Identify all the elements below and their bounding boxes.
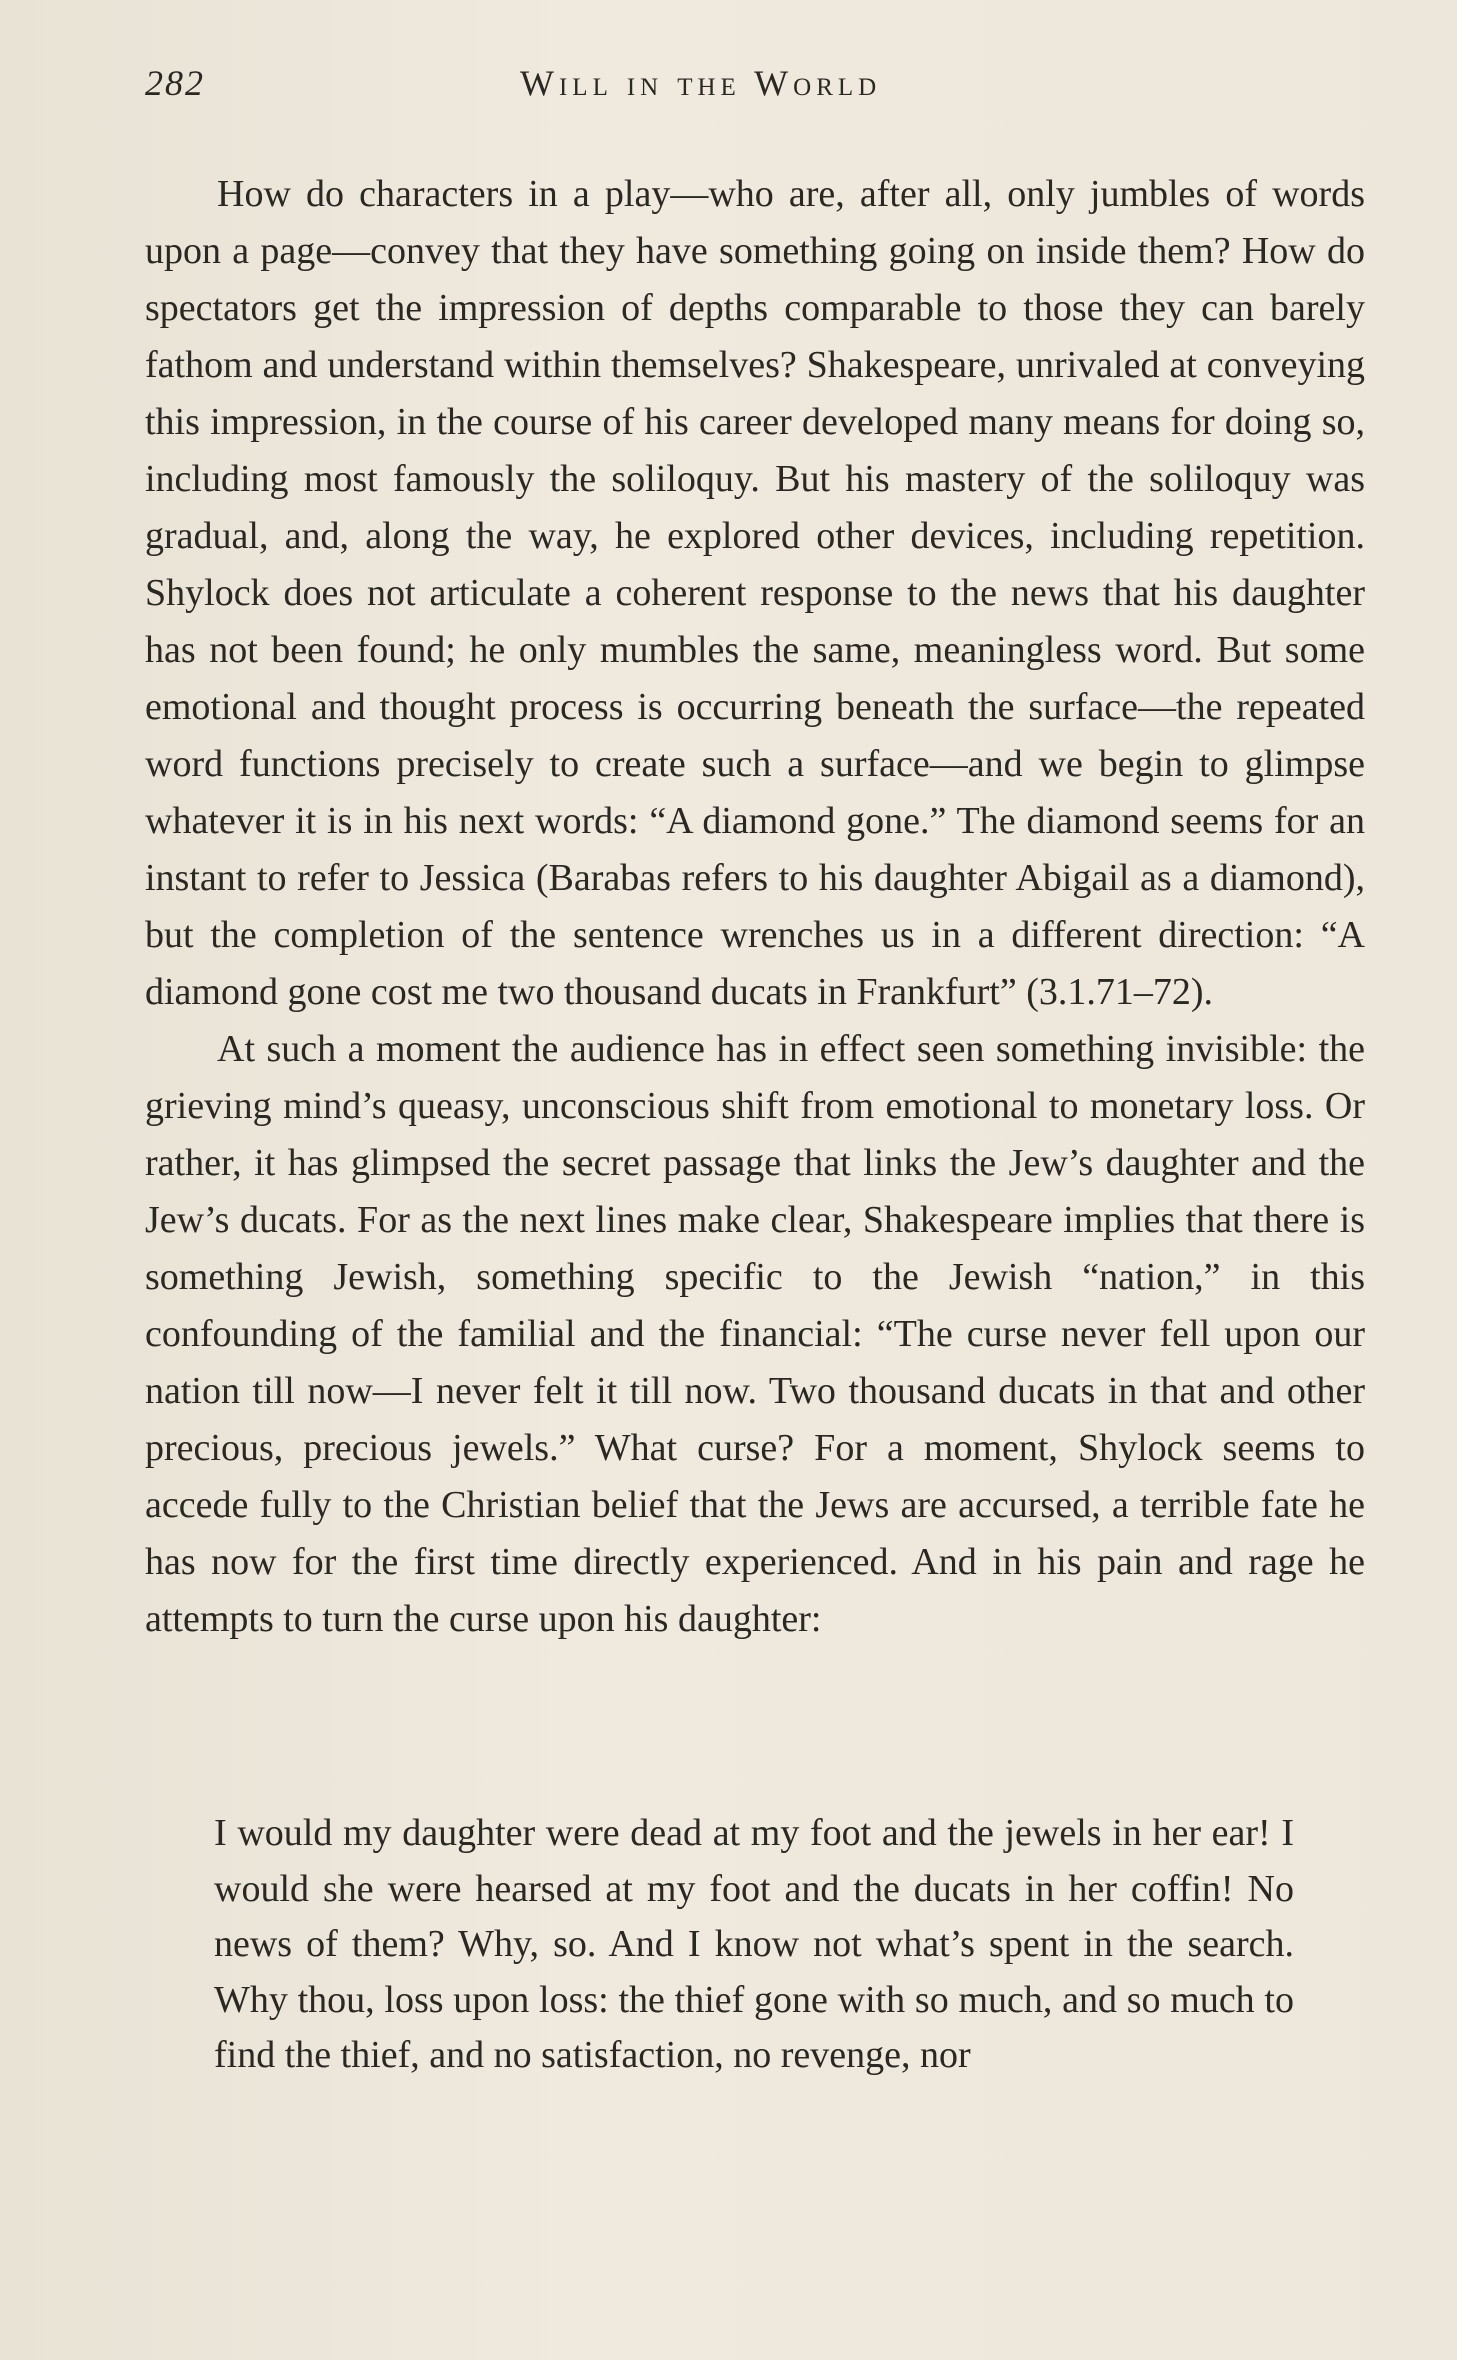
page-header xyxy=(145,62,1365,112)
running-head: Will in the World xyxy=(520,63,882,103)
paragraph: How do characters in a play—who are, after all, only jumbles of words upon a page—convey that they have something going on inside them? How do spectators get the impression of depths comparable to those they can barely fathom and understand within themselves? Shakespeare, unrivaled at conveying this impression, in the course of his career developed many means for doing so, including most famously the soliloquy. But his mastery of the soliloquy was gradual, and, along the way, he explored other devices, including repetition. Shylock does not articulate a coherent response to the news that his daughter has not been found; he only mumbles the same, meaningless word. But some emotional and thought process is occurring beneath the surface—the repeated word functions precisely to create such a surface—and we begin to glimpse whatever it is in his next words: “A diamond gone.” The diamond seems for an instant to refer to Jessica (Barabas refers to his daughter Abigail as a diamond), but the completion of the sentence wrenches us in a different direction: “A diamond gone cost me two thousand ducats in Frankfurt” (3.1.71–72). xyxy=(145,173,1365,1013)
page-number: 282 xyxy=(145,63,205,103)
body-text xyxy=(145,166,1365,1648)
paragraph: At such a moment the audience has in effect seen something invisible: the grieving mind’s queasy, unconscious shift from emotional to monetary loss. Or rather, it has glimpsed the secret passage that links the Jew’s daughter and the Jew’s ducats. For as the next lines make clear, Shakespeare implies that there is something Jewish, something specific to the Jewish “nation,” in this confounding of the familial and the financial: “The curse never fell upon our nation till now—I never felt it till now. Two thousand ducats in that and other precious, precious jewels.” What curse? For a moment, Shylock seems to accede fully to the Christian belief that the Jews are accursed, a terrible fate he has now for the first time directly experienced. And in his pain and rage he attempts to turn the curse upon his daughter: xyxy=(145,1028,1365,1640)
block-quote xyxy=(214,1806,1294,2084)
quote-text: I would my daughter were dead at my foot and the jewels in her ear! I would she were hearsed at my foot and the ducats in her coffin! No news of them? Why, so. And I know not what’s spent in the search. Why thou, loss upon loss: the thief gone with so much, and so much to find the thief, and no satisfaction, no revenge, nor xyxy=(214,1812,1294,2076)
